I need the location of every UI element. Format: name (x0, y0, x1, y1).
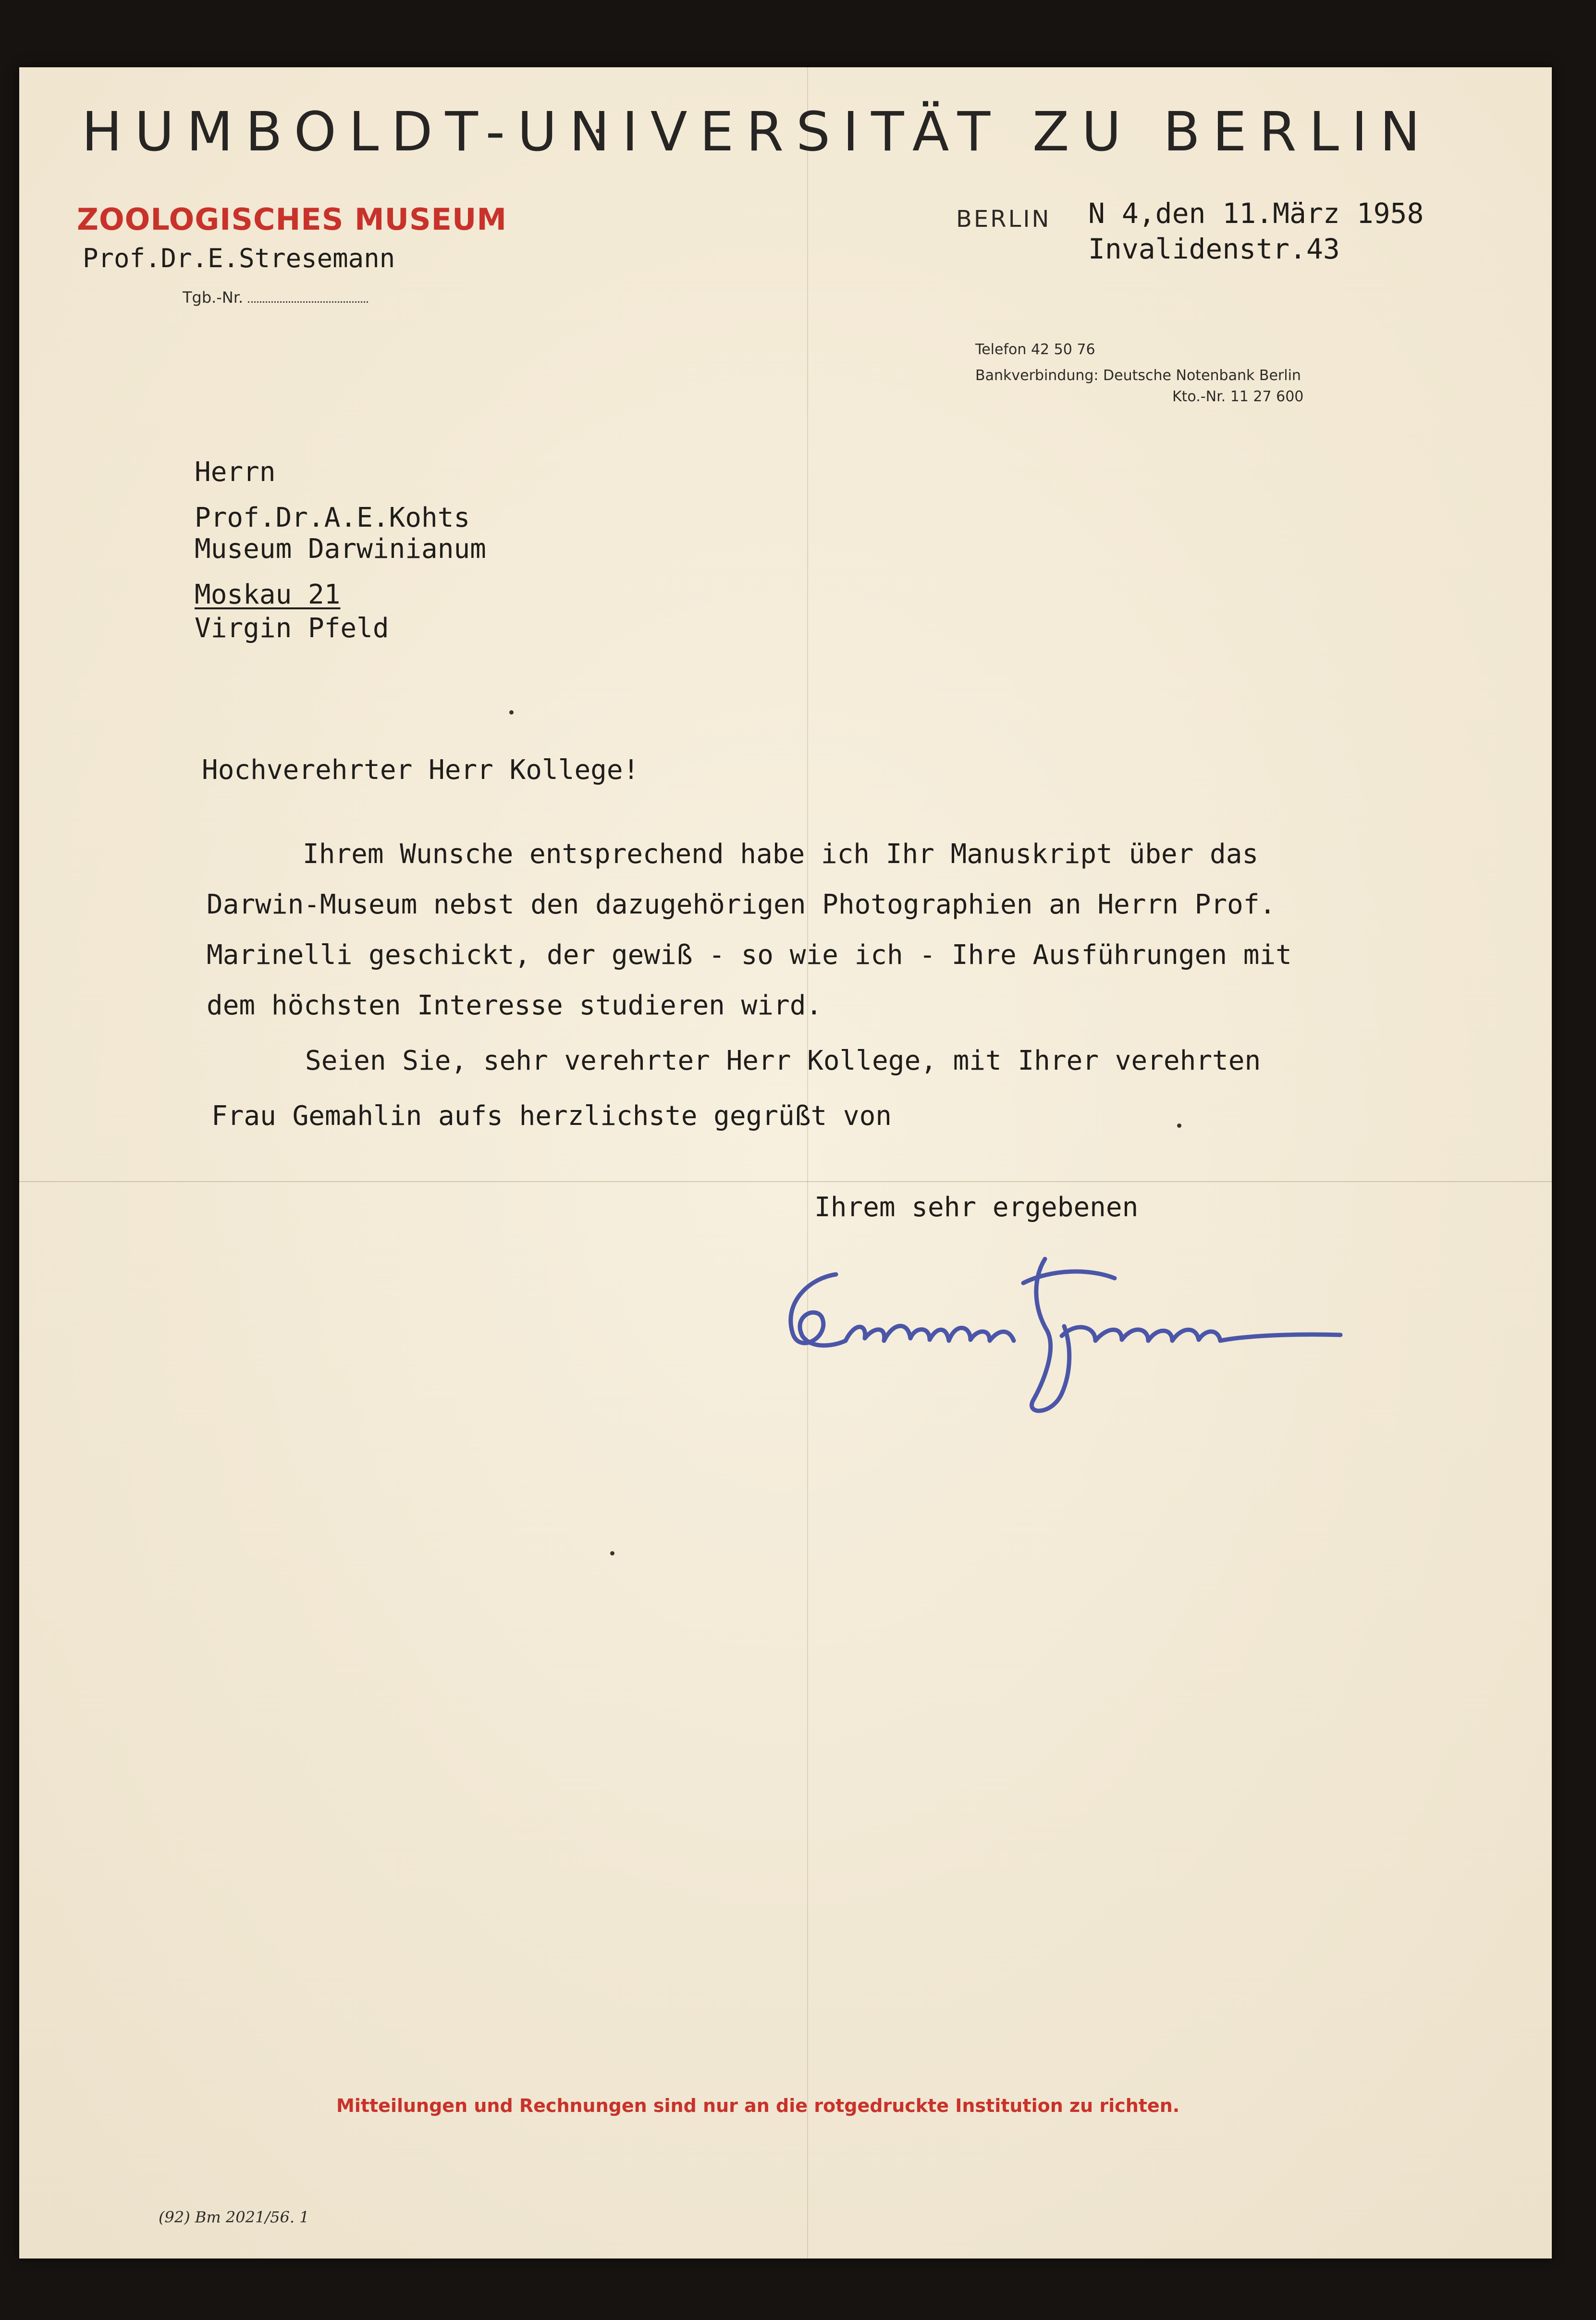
horizontal-fold-line (19, 1181, 1552, 1182)
recipient-street: Virgin Pfeld (195, 613, 389, 644)
ink-speck (1177, 1123, 1181, 1128)
department-name: ZOOLOGISCHES MUSEUM (77, 202, 507, 237)
vertical-fold-line (807, 67, 808, 2258)
bank-details: Bankverbindung: Deutsche Notenbank Berlin (975, 367, 1301, 384)
city-label: BERLIN (956, 206, 1051, 233)
greeting: Hochverehrter Herr Kollege! (202, 754, 639, 786)
letter-sheet (19, 67, 1552, 2258)
professor-name: Prof.Dr.E.Stresemann (83, 243, 395, 273)
paragraph-line: Seien Sie, sehr verehrter Herr Kollege, mit Ihrer verehrten (305, 1045, 1261, 1076)
paragraph-line: Ihrem Wunsche entsprechend habe ich Ihr Manuskript über das (303, 839, 1259, 870)
recipient-name: Prof.Dr.A.E.Kohts (195, 502, 470, 533)
paragraph-line: dem höchsten Interesse studieren wird. (207, 990, 823, 1021)
paragraph-line: Marinelli geschickt, der gewiß - so wie ich - Ihre Ausführungen mit (207, 939, 1292, 971)
recipient-city (195, 579, 340, 610)
paragraph-line: Darwin-Museum nebst den dazugehörigen Photographien an Herrn Prof. (207, 889, 1276, 920)
sender-street: Invalidenstr.43 (1088, 233, 1340, 265)
account-number: Kto.-Nr. 11 27 600 (1172, 388, 1304, 405)
print-code: (92) Bm 2021/56. 1 (159, 2208, 309, 2226)
journal-number-blank (248, 301, 368, 303)
journal-number-label: Tgb.-Nr. (183, 288, 244, 307)
recipient-prefix: Herrn (195, 457, 276, 488)
signature-drawing (764, 1249, 1369, 1422)
handwritten-signature (764, 1249, 1369, 1422)
recipient-institution: Museum Darwinianum (195, 533, 486, 565)
ink-speck (509, 710, 514, 715)
letter-date: N 4,den 11.März 1958 (1088, 197, 1424, 230)
footer-note: Mitteilungen und Rechnungen sind nur an die rotgedruckte Institution zu richten. (336, 2095, 1180, 2116)
university-name: HUMBOLDT-UNIVERSITÄT ZU BERLIN (82, 101, 1433, 163)
paragraph-line: Frau Gemahlin aufs herzlichste gegrüßt von (211, 1100, 892, 1132)
recipient-city-text: Moskau 21 (195, 579, 341, 610)
closing-phrase: Ihrem sehr ergebenen (814, 1192, 1139, 1223)
journal-number-field (183, 288, 368, 307)
telefon-number: Telefon 42 50 76 (975, 341, 1095, 358)
ink-speck (610, 1551, 614, 1555)
